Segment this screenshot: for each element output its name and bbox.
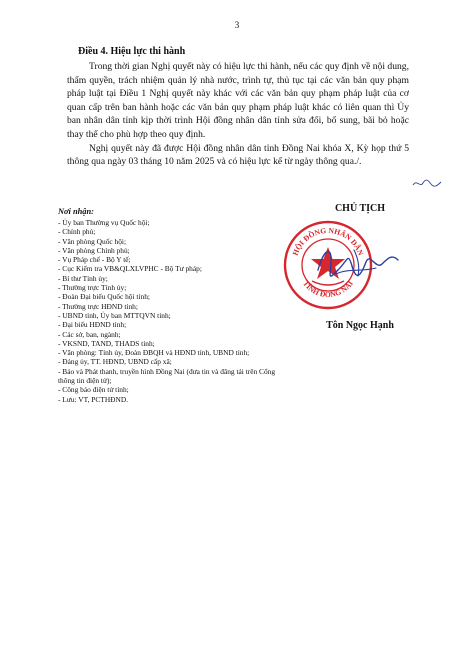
article-title: Điều 4. Hiệu lực thi hành — [78, 46, 186, 57]
svg-text:TỈNH ĐỒNG NAI: TỈNH ĐỒNG NAI — [301, 278, 355, 300]
recipient-item: - Đoàn Đại biểu Quốc hội tỉnh; — [58, 292, 150, 302]
recipient-item: - Ủy ban Thường vụ Quốc hội; — [58, 218, 150, 227]
recipient-item: - Văn phòng Chính phủ; — [58, 245, 130, 255]
signer-position: CHỦ TỊCH — [334, 203, 386, 214]
svg-text:HỘI ĐỒNG NHÂN DÂN: HỘI ĐỒNG NHÂN DÂN — [290, 225, 366, 257]
recipient-item: - Lưu: VT, PCTHĐND. — [58, 394, 129, 404]
recipient-item: - Đảng ủy, TT. HĐND, UBND cấp xã; — [58, 357, 172, 367]
recipient-item: - Công báo điện tử tỉnh; — [58, 385, 129, 395]
recipient-item: - UBND tỉnh, Ủy ban MTTQVN tỉnh; — [58, 310, 171, 320]
recipient-item: - Thường trực Tỉnh ủy; — [58, 283, 127, 293]
recipients-heading: Nơi nhận: — [58, 207, 94, 216]
page-number: 3 — [234, 20, 240, 30]
recipient-item: - Bí thư Tỉnh ủy; — [58, 273, 108, 283]
recipient-item: - Cục Kiểm tra VB&QLXLVPHC - Bộ Tư pháp; — [58, 264, 202, 274]
initial-mark-icon — [412, 176, 442, 190]
recipient-item: - Văn phòng Quốc hội; — [58, 236, 127, 246]
recipient-item: - Thường trực HĐND tỉnh; — [58, 301, 138, 311]
recipient-item: - VKSND, TAND, THADS tỉnh; — [58, 338, 155, 348]
recipients-list — [58, 218, 278, 404]
signer-name: Tôn Ngọc Hạnh — [326, 320, 394, 331]
recipient-item: - Đại biểu HĐND tỉnh; — [58, 320, 127, 330]
article-paragraph-1: Trong thời gian Nghị quyết này có hiệu lực thi hành, nếu các quy định về nội dung, thẩm quyền, trách nhiệm quản lý nhà nước, trình tự, thủ tục tại các văn bản quy phạm pháp luật tại Điều 1 Nghị quyết này khác với các văn bản quy phạm pháp luật của cơ quan cấp trên ban hành hoặc các văn bản quy phạm pháp luật khác có liên quan thì Ủy ban nhân dân tỉnh kịp thời trình Hội đồng nhân dân tỉnh sửa đổi, bổ sung, bãi bỏ hoặc thay thế cho phù hợp theo quy định. — [67, 61, 409, 140]
article-paragraph-2: Nghị quyết này đã được Hội đồng nhân dân tỉnh Đồng Nai khóa X, Kỳ họp thứ 5 thông qua ngày 03 tháng 10 năm 2025 và có hiệu lực kể từ ngày thông qua./. — [67, 142, 409, 168]
recipient-item: - Báo và Phát thanh, truyền hình Đồng Nai (đưa tin và đăng tải trên Cổng thông tin điện tử); — [58, 366, 276, 386]
recipient-item: - Chính phủ; — [58, 227, 96, 237]
recipient-item: - Vụ Pháp chế - Bộ Y tế; — [58, 255, 131, 265]
recipient-item: - Các sở, ban, ngành; — [58, 329, 121, 339]
article-body — [67, 60, 409, 169]
recipient-item: - Văn phòng: Tỉnh ủy, Đoàn ĐBQH và HĐND tỉnh, UBND tỉnh; — [58, 348, 250, 358]
handwritten-signature-icon — [314, 240, 400, 284]
